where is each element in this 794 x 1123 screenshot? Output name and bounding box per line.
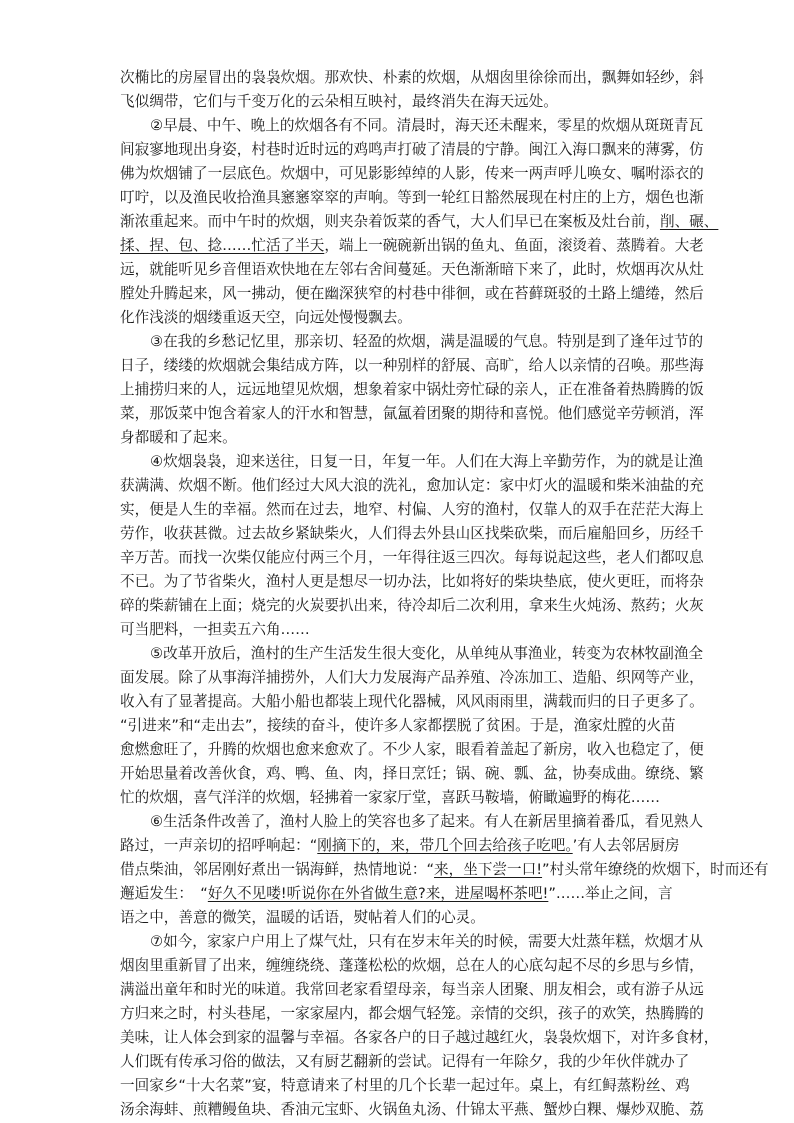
text-line xyxy=(120,618,680,642)
line-prefix: 路过，一声亲切的招呼响起：“ xyxy=(120,837,318,854)
text-line xyxy=(120,810,704,834)
text-line xyxy=(120,762,704,786)
underlined-phrase: 削、碾、 xyxy=(659,213,719,230)
text-line xyxy=(120,498,704,522)
text-line xyxy=(120,186,704,210)
line-text: ④炊烟袅袅，迎来送往，日复一日，年复一年。人们在大海上辛勤劳作，为的就是让渔 xyxy=(150,453,704,470)
text-line xyxy=(120,954,704,978)
text-line xyxy=(120,522,704,546)
line-text: 方归来之时，村头巷尾，一家家屋内，都会烟气轻笼。亲情的交织，孩子的欢笑，热腾腾的 xyxy=(120,1005,704,1022)
line-text: 不已。为了节省柴火，渔村人更是想尽一切办法，比如将好的柴块垫底，使火更旺，而将杂 xyxy=(120,573,704,590)
line-prefix: 邂逅发生： “ xyxy=(120,885,208,902)
text-line xyxy=(120,234,704,258)
line-text: 获满满、炊烟不断。他们经过大风大浪的洗礼，愈加认定：家中灯火的温暖和柴米油盐的充 xyxy=(120,477,704,494)
line-text: ②早晨、中午、晚上的炊烟各有不同。清晨时，海天还未醒来，零星的炊烟从斑斑青瓦 xyxy=(150,117,704,134)
text-line xyxy=(120,354,704,378)
line-text: 佛为炊烟铺了一层底色。炊烟中，可见影影绰绰的人影，传来一两声呼儿唤女、嘱咐添衣的 xyxy=(120,165,704,182)
line-suffix: ”村头常年缭绕的炊烟下，时而还有 xyxy=(542,861,769,878)
text-line xyxy=(120,546,704,570)
text-line xyxy=(120,402,704,426)
line-suffix: ’有人去邻居厨房 xyxy=(572,837,680,854)
text-line xyxy=(120,642,704,666)
line-text: 上捕捞归来的人，远远地望见炊烟，想象着家中锅灶旁忙碌的亲人，正在准备着热腾腾的饭 xyxy=(120,381,704,398)
text-line xyxy=(120,690,704,714)
line-text: 愈燃愈旺了，升腾的炊烟也愈来愈欢了。不少人家，眼看着盖起了新房，收入也稳定了，便 xyxy=(120,741,704,758)
line-text: 满溢出童年和时光的味道。我常回老家看望母亲，每当亲人团聚、朋友相会，或有游子从远 xyxy=(120,981,704,998)
line-prefix: 借点柴油，邻居刚好煮出一锅海鲜，热情地说：“ xyxy=(120,861,435,878)
line-text: 开始思量着改善伙食，鸡、鸭、鱼、肉，择日烹饪；锅、碗、瓢、盆，协奏成曲。缭绕、繁 xyxy=(120,765,704,782)
text-line xyxy=(120,306,680,330)
text-line xyxy=(120,378,704,402)
line-text: 碎的柴薪铺在上面；烧完的火炭要扒出来，待冷却后二次利用，拿来生火炖汤、熬药；火灰 xyxy=(120,597,704,614)
line-text: 忙的炊烟，喜气洋洋的炊烟，轻拂着一家家厅堂，喜跃马鞍墙，俯瞰遍野的梅花…… xyxy=(120,789,660,806)
text-line xyxy=(120,1002,704,1026)
text-line xyxy=(120,738,704,762)
underlined-phrase: 刚摘下的，来，带几个回去给孩子吃吧。 xyxy=(317,837,573,854)
underlined-phrase: 好久不见喽!听说你在外省做生意?来，进屋喝杯茶吧! xyxy=(207,885,549,902)
line-text: 间寂寥地现出身姿，村巷时近时远的鸡鸣声打破了清晨的宁静。闽江入海口飘来的薄雾，仿 xyxy=(120,141,704,158)
line-text: ③在我的乡愁记忆里，那亲切、轻盈的炊烟，满是温暖的气息。特别是到了逢年过节的 xyxy=(150,333,704,350)
text-line xyxy=(120,594,704,618)
line-text: 一回家乡“十大名菜”宴，特意请来了村里的几个长辈一起过年。桌上，有红鲟蒸粉丝、鸡 xyxy=(120,1077,690,1094)
text-line xyxy=(120,858,769,882)
text-line xyxy=(120,258,704,282)
text-line xyxy=(120,1050,690,1074)
line-suffix: ”……举止之间，言 xyxy=(548,885,673,902)
text-line xyxy=(120,114,704,138)
line-text: 飞似绸带，它们与千变万化的云朵相互映衬，最终消失在海天远处。 xyxy=(120,93,558,110)
underlined-phrase: 揉、捏、包、捻……忙活了半天 xyxy=(120,237,325,254)
text-line xyxy=(120,450,704,474)
text-line xyxy=(120,1026,719,1050)
text-line xyxy=(120,90,680,114)
line-text: 美味，让人体会到家的温馨与幸福。各家各户的日子越过越红火，袅袅炊烟下，对许多食材， xyxy=(120,1029,719,1046)
text-line xyxy=(120,1098,704,1122)
text-line xyxy=(120,786,680,810)
line-text: 菜，那饭菜中饱含着家人的汗水和智慧，氤氲着团聚的期待和喜悦。他们感觉辛劳顿消，浑 xyxy=(120,405,704,422)
text-line xyxy=(120,426,680,450)
line-text: 日子，缕缕的炊烟就会集结成方阵，以一种别样的舒展、高旷，给人以亲情的召唤。那些海 xyxy=(120,357,704,374)
line-text: 可当肥料，一担卖五六角…… xyxy=(120,621,310,638)
line-text: 实，便是人生的幸福。然而在过去，地窄、村偏、人穷的渔村，仅靠人的双手在茫茫大海上 xyxy=(120,501,704,518)
underlined-phrase: 来，坐下尝一口! xyxy=(434,861,543,878)
line-text: ⑦如今，家家户户用上了煤气灶，只有在岁末年关的时候，需要大灶蒸年糕，炊烟才从 xyxy=(150,933,704,950)
text-line xyxy=(120,1074,690,1098)
line-text: 次椭比的房屋冒出的袅袅炊烟。那欢快、朴素的炊烟，从烟囱里徐徐而出，飘舞如轻纱，斜 xyxy=(120,69,704,86)
line-suffix: ，端上一碗碗新出锅的鱼丸、鱼面，滚烫着、蒸腾着。大老 xyxy=(324,237,704,254)
line-text: 辛万苦。而找一次柴仅能应付两三个月，一年得往返三四次。每每说起这些，老人们都叹息 xyxy=(120,549,704,566)
line-text: 汤余海蚌、煎糟鳗鱼块、香油元宝虾、火锅鱼丸汤、什锦太平燕、蟹炒白粿、爆炒双脆、荔 xyxy=(120,1101,704,1118)
text-line xyxy=(120,714,680,738)
text-line xyxy=(120,474,704,498)
text-line xyxy=(120,834,680,858)
text-line xyxy=(120,162,704,186)
text-line xyxy=(120,930,704,954)
text-line xyxy=(120,138,704,162)
text-line xyxy=(120,666,704,690)
line-text: 叮咛，以及渔民收拾渔具窸窸窣窣的声响。等到一轮红日豁然展现在村庄的上方，烟色也渐 xyxy=(120,189,704,206)
line-text: 语之中，善意的微笑，温暖的话语，熨帖着人们的心灵。 xyxy=(120,909,485,926)
text-line xyxy=(120,66,704,90)
line-text: 远，就能听见乡音俚语欢快地在左邻右舍间蔓延。天色渐渐暗下来了，此时，炊烟再次从灶 xyxy=(120,261,704,278)
line-text: 渐浓重起来。而中午时的炊烟，则夹杂着饭菜的香气，大人们早已在案板及灶台前， xyxy=(120,213,660,230)
article-body xyxy=(120,66,769,1122)
line-text: 膛处升腾起来，风一拂动，便在幽深狭窄的村巷中徘徊，或在苔藓斑驳的土路上缱绻，然后 xyxy=(120,285,704,302)
text-line xyxy=(120,330,704,354)
text-line xyxy=(120,906,680,930)
line-text: 人们既有传承习俗的做法，又有厨艺翻新的尝试。记得有一年除夕，我的少年伙伴就办了 xyxy=(120,1053,690,1070)
line-text: ⑥生活条件改善了，渔村人脸上的笑容也多了起来。有人在新居里摘着番瓜，看见熟人 xyxy=(150,813,704,830)
text-line xyxy=(120,978,704,1002)
line-text: 劳作，收获甚微。过去故乡紧缺柴火，人们得去外县山区找柴砍柴，而后雇船回乡，历经千 xyxy=(120,525,704,542)
line-text: 烟囱里重新冒了出来，缠缠绕绕、蓬蓬松松的炊烟，总在人的心底勾起不尽的乡思与乡情， xyxy=(120,957,704,974)
text-line xyxy=(120,282,704,306)
line-text: “引进来”和“走出去”，接续的奋斗，使许多人家都摆脱了贫困。于是，渔家灶膛的火苗 xyxy=(120,717,676,734)
line-text: 面发展。除了从事海洋捕捞外，人们大力发展海产品养殖、冷冻加工、造船、织网等产业， xyxy=(120,669,704,686)
text-line xyxy=(120,210,719,234)
line-text: 化作浅淡的烟缕重返天空，向远处慢慢飘去。 xyxy=(120,309,412,326)
text-line xyxy=(120,570,704,594)
line-text: 身都暖和了起来。 xyxy=(120,429,237,446)
text-line xyxy=(120,882,680,906)
line-text: 收入有了显著提高。大船小船也都装上现代化器械，风风雨雨里，满载而归的日子更多了。 xyxy=(120,693,704,710)
line-text: ⑤改革开放后，渔村的生产生活发生很大变化，从单纯从事渔业，转变为农林牧副渔全 xyxy=(150,645,704,662)
